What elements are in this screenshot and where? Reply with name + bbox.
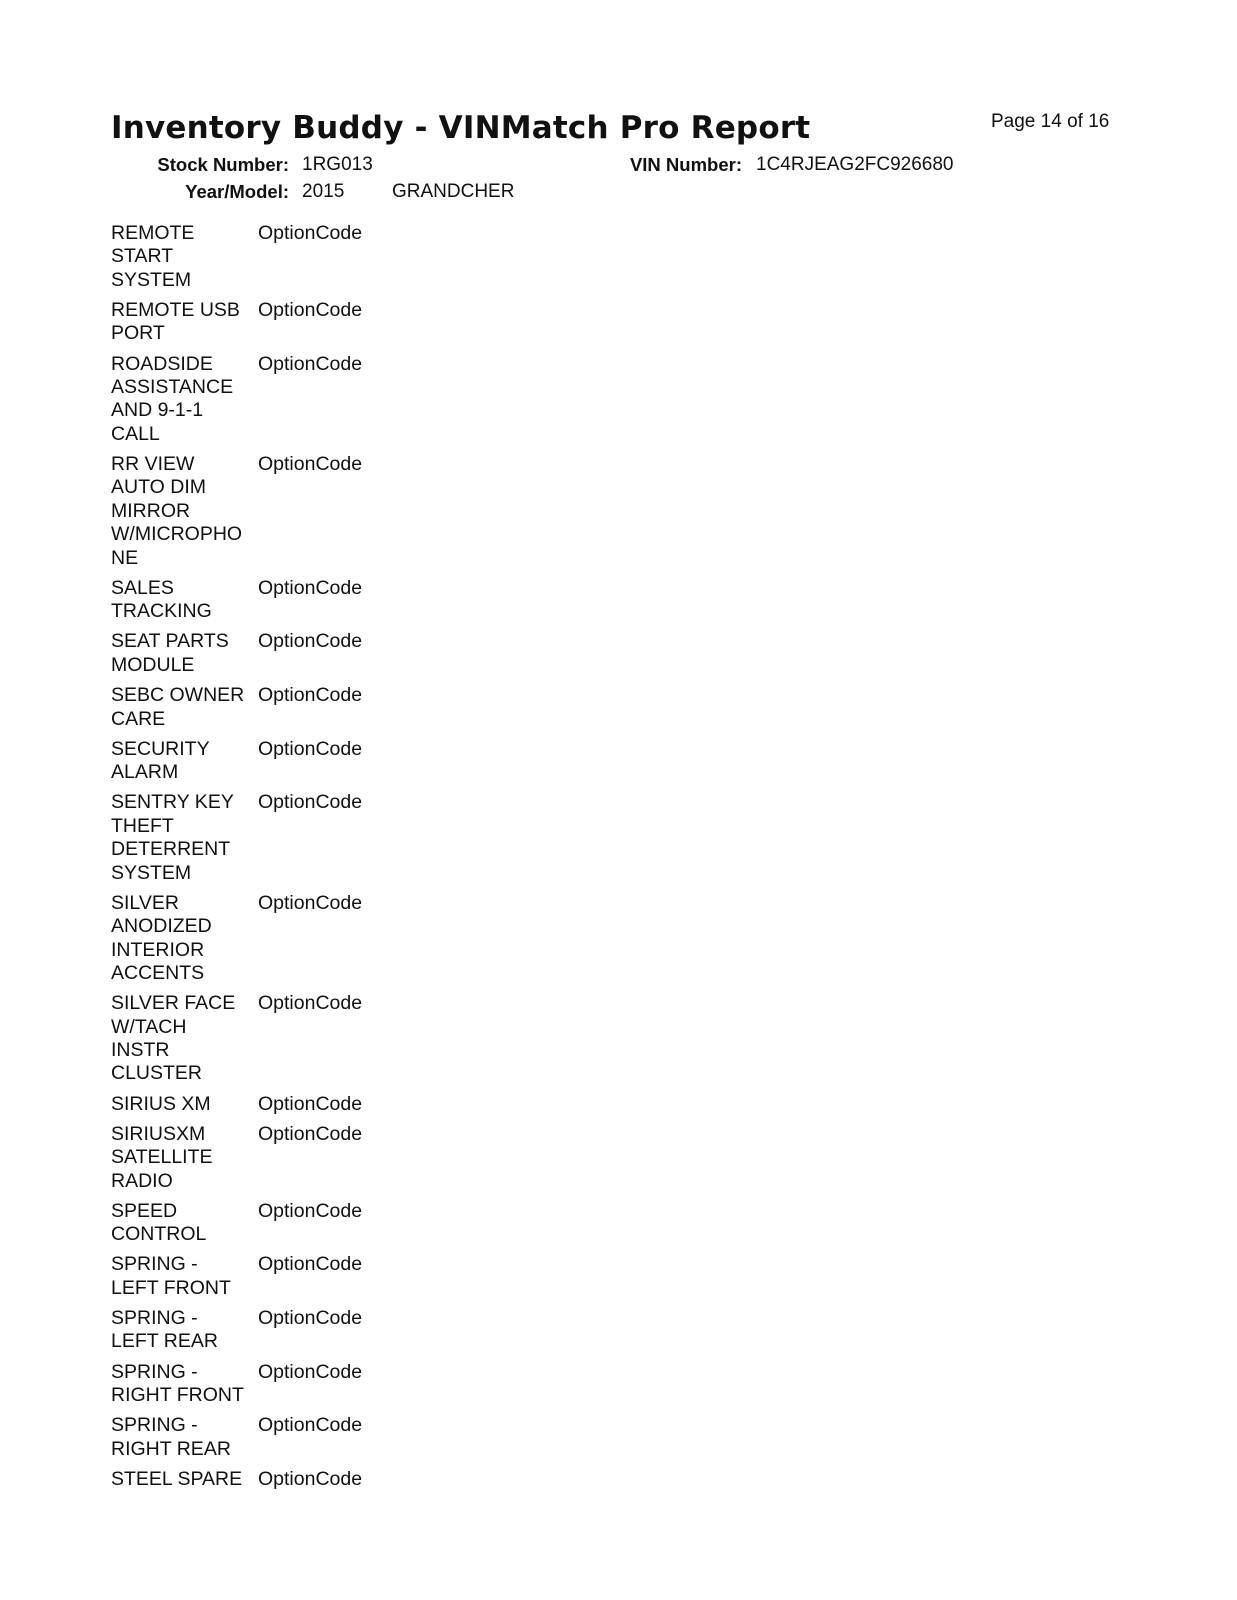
option-name: [111, 738, 258, 785]
option-type: OptionCode: [258, 891, 363, 914]
option-name-line: START: [111, 245, 174, 268]
option-name-line: SALES: [111, 576, 174, 599]
option-row: [111, 1414, 362, 1461]
option-name-line: SIRIUS XM: [111, 1092, 211, 1115]
option-name: [111, 892, 258, 986]
option-name-line: SYSTEM: [111, 861, 192, 884]
option-type: OptionCode: [258, 1199, 363, 1222]
page-indicator: Page 14 of 16: [991, 111, 1110, 132]
option-name: [111, 453, 258, 570]
option-name-line: DETERRENT: [111, 838, 231, 861]
option-name-line: SYSTEM: [111, 268, 192, 291]
option-name-line: SILVER FACE: [111, 992, 236, 1015]
model-value: GRANDCHER: [392, 181, 515, 202]
option-name-line: STEEL SPARE: [111, 1467, 243, 1490]
option-name-line: THEFT: [111, 814, 174, 837]
option-name-line: AND 9-1-1: [111, 399, 204, 422]
option-type: OptionCode: [258, 1360, 363, 1383]
option-name-line: ACCENTS: [111, 961, 205, 984]
option-name-line: AUTO DIM: [111, 476, 206, 499]
option-row: [111, 1253, 362, 1300]
option-type: OptionCode: [258, 1414, 363, 1437]
option-type: OptionCode: [258, 630, 363, 653]
option-name-line: MIRROR: [111, 499, 191, 522]
stock-number-value: 1RG013: [302, 154, 373, 175]
option-type: OptionCode: [258, 992, 363, 1015]
option-name: [111, 791, 258, 885]
option-type: OptionCode: [258, 453, 363, 476]
option-type: OptionCode: [258, 684, 363, 707]
option-name-line: REMOTE USB: [111, 299, 240, 322]
option-type: OptionCode: [258, 299, 363, 322]
option-name-line: SPRING -: [111, 1307, 198, 1330]
option-name: [111, 1093, 258, 1116]
option-name-line: SENTRY KEY: [111, 791, 234, 814]
option-name-line: PORT: [111, 322, 165, 345]
option-type: OptionCode: [258, 1307, 363, 1330]
option-row: [111, 353, 362, 447]
option-type: OptionCode: [258, 737, 363, 760]
year-value: 2015: [302, 181, 345, 202]
option-type: OptionCode: [258, 1122, 363, 1145]
option-row: [111, 1307, 362, 1354]
option-name-line: INTERIOR: [111, 938, 205, 961]
option-type: OptionCode: [258, 791, 363, 814]
option-name: [111, 1307, 258, 1354]
option-row: [111, 577, 362, 624]
option-type: OptionCode: [258, 576, 363, 599]
option-name: [111, 1414, 258, 1461]
option-name-line: RR VIEW: [111, 453, 195, 476]
option-name-line: CARE: [111, 707, 166, 730]
option-type: OptionCode: [258, 222, 363, 244]
option-name: [111, 1253, 258, 1300]
option-row: [111, 1200, 362, 1247]
option-name-line: ASSISTANCE: [111, 376, 234, 399]
option-name-line: SPRING -: [111, 1253, 198, 1276]
option-name-line: SECURITY: [111, 737, 210, 760]
option-name-line: SEBC OWNER: [111, 684, 245, 707]
option-type: OptionCode: [258, 352, 363, 375]
option-name-line: SPRING -: [111, 1414, 198, 1437]
option-name-line: SIRIUSXM: [111, 1122, 206, 1145]
option-name-line: CONTROL: [111, 1223, 207, 1246]
option-name: [111, 1123, 258, 1193]
option-type: OptionCode: [258, 1253, 363, 1276]
report-title: Inventory Buddy - VINMatch Pro Report: [111, 110, 811, 146]
option-name-line: CLUSTER: [111, 1062, 203, 1085]
vin-number-value: 1C4RJEAG2FC926680: [756, 154, 954, 175]
option-name: [111, 1361, 258, 1408]
option-row: [111, 992, 362, 1086]
option-row: [111, 299, 362, 346]
option-row: [111, 684, 362, 731]
option-row: [111, 892, 362, 986]
option-name-line: SPRING -: [111, 1360, 198, 1383]
option-row: [111, 1468, 362, 1491]
option-name: [111, 992, 258, 1086]
option-name: [111, 684, 258, 731]
option-name-line: LEFT FRONT: [111, 1276, 231, 1299]
option-name-line: MODULE: [111, 653, 195, 676]
option-name-line: REMOTE: [111, 222, 195, 244]
option-row: [111, 222, 362, 292]
option-name: [111, 1200, 258, 1247]
option-name: [111, 630, 258, 677]
option-name-line: SATELLITE: [111, 1146, 213, 1169]
stock-number-label: Stock Number:: [157, 154, 289, 175]
option-type: OptionCode: [258, 1467, 363, 1490]
option-name-line: CALL: [111, 422, 160, 445]
option-name-line: NE: [111, 546, 139, 569]
option-name-line: SEAT PARTS: [111, 630, 229, 653]
option-row: [111, 1093, 362, 1116]
option-row: [111, 1123, 362, 1193]
option-name: [111, 577, 258, 624]
option-name-line: W/TACH: [111, 1015, 187, 1038]
options-list: [111, 222, 362, 1498]
vin-number-label: VIN Number:: [629, 154, 742, 175]
option-name-line: ANODIZED: [111, 915, 212, 938]
option-name-line: INSTR: [111, 1038, 170, 1061]
year-model-label: Year/Model:: [185, 181, 289, 202]
option-type: OptionCode: [258, 1092, 363, 1115]
option-row: [111, 791, 362, 885]
option-name: [111, 1468, 258, 1491]
option-name: [111, 222, 258, 292]
option-row: [111, 738, 362, 785]
option-name-line: SILVER: [111, 891, 179, 914]
option-name: [111, 299, 258, 346]
option-name-line: W/MICROPHO: [111, 523, 243, 546]
option-row: [111, 630, 362, 677]
option-row: [111, 453, 362, 570]
option-name-line: LEFT REAR: [111, 1330, 218, 1353]
option-name-line: TRACKING: [111, 600, 212, 623]
option-row: [111, 1361, 362, 1408]
option-name: [111, 353, 258, 447]
option-name-line: SPEED: [111, 1199, 178, 1222]
option-name-line: ALARM: [111, 761, 179, 784]
option-name-line: RADIO: [111, 1169, 173, 1192]
option-name-line: ROADSIDE: [111, 352, 213, 375]
option-name-line: RIGHT REAR: [111, 1437, 231, 1460]
option-name-line: RIGHT FRONT: [111, 1384, 244, 1407]
